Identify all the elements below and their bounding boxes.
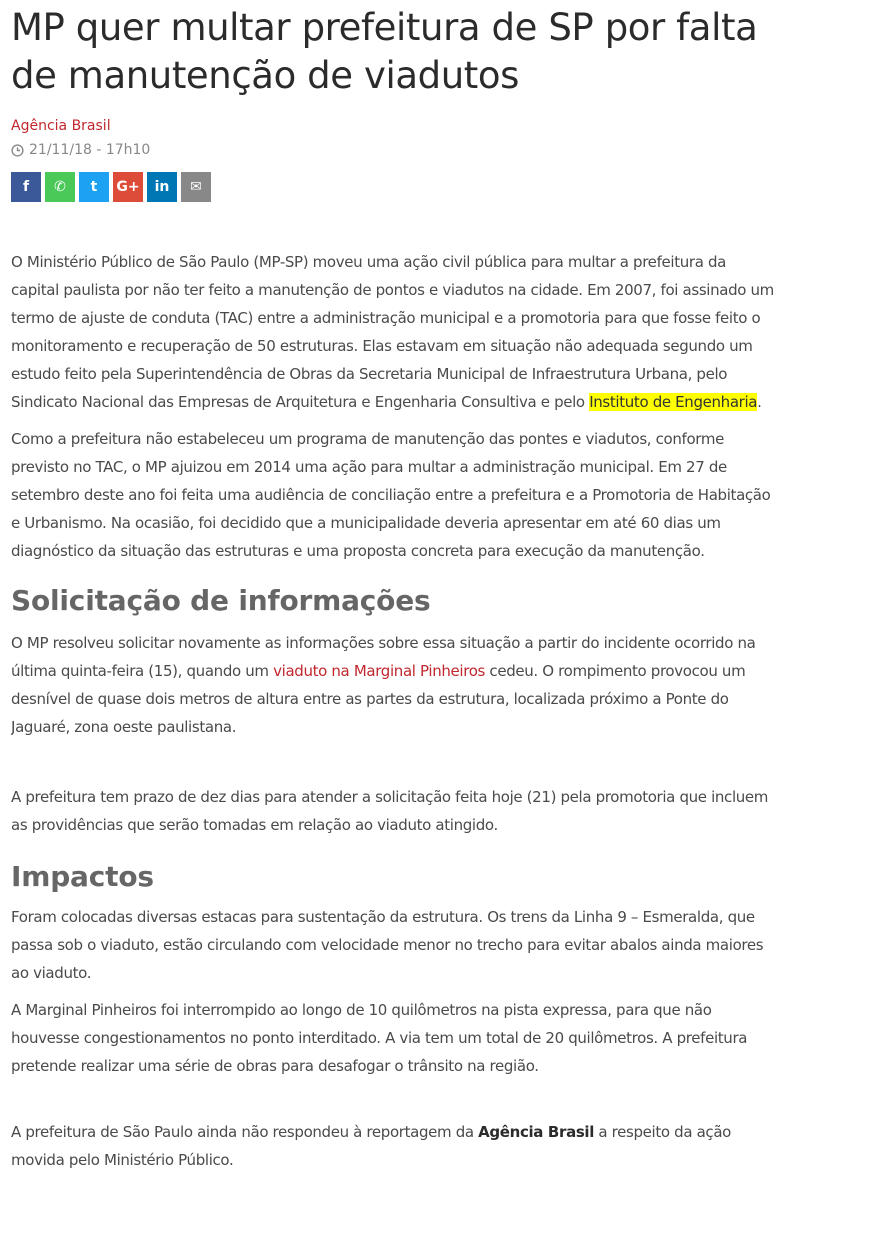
text-line: desnível de quase dois metros de altura entre as partes da estrutura, localizada próximo a Ponte do bbox=[11, 690, 729, 708]
highlighted-text: Instituto de Engenharia bbox=[589, 393, 758, 411]
facebook-share-button[interactable] bbox=[11, 172, 41, 202]
text-segment: a respeito da ação bbox=[594, 1123, 731, 1141]
text-line: termo de ajuste de conduta (TAC) entre a administração municipal e a promotoria para que fosse feito o bbox=[11, 309, 761, 327]
text-line: ao viaduto. bbox=[11, 964, 92, 982]
text-segment: . bbox=[757, 393, 762, 411]
google-plus-icon: G+ bbox=[116, 179, 140, 195]
text-segment: Sindicato Nacional das Empresas de Arquitetura e Engenharia Consultiva e pelo bbox=[11, 393, 590, 411]
paragraph-3 bbox=[11, 629, 882, 741]
headline-line-1: MP quer multar prefeitura de SP por falta bbox=[11, 6, 758, 49]
text-segment: última quinta-feira (15), quando um bbox=[11, 662, 274, 680]
clock-icon bbox=[11, 144, 24, 157]
text-line: O MP resolveu solicitar novamente as informações sobre essa situação a partir do incidente ocorrido na bbox=[11, 634, 756, 652]
text-line: passa sob o viaduto, estão circulando com velocidade menor no trecho para evitar abalos ainda maiores bbox=[11, 936, 764, 954]
text-line: diagnóstico da situação das estruturas e uma proposta concreta para execução da manutenção. bbox=[11, 542, 705, 560]
text-line: e Urbanismo. Na ocasião, foi decidido que a municipalidade deveria apresentar em até 60 dias um bbox=[11, 514, 721, 532]
article bbox=[11, 0, 882, 1183]
whatsapp-icon: ✆ bbox=[54, 179, 66, 195]
paragraph-6 bbox=[11, 996, 882, 1080]
text-line bbox=[11, 388, 882, 416]
article-date bbox=[11, 140, 882, 160]
text-line: estudo feito pela Superintendência de Obras da Secretaria Municipal de Infraestrutura Urbana, pelo bbox=[11, 365, 728, 383]
text-line bbox=[11, 1118, 882, 1146]
article-source[interactable]: Agência Brasil bbox=[11, 118, 111, 134]
text-segment: cedeu. O rompimento provocou um bbox=[485, 662, 746, 680]
whatsapp-share-button[interactable] bbox=[45, 172, 75, 202]
text-line: Como a prefeitura não estabeleceu um programa de manutenção das pontes e viadutos, conforme bbox=[11, 430, 724, 448]
text-line: setembro deste ano foi feita uma audiência de conciliação entre a prefeitura e a Promotoria de Habitação bbox=[11, 486, 771, 504]
email-icon: ✉ bbox=[190, 179, 202, 195]
email-share-button[interactable] bbox=[181, 172, 211, 202]
text-line: A prefeitura tem prazo de dez dias para atender a solicitação feita hoje (21) pela promotoria que incluem bbox=[11, 788, 769, 806]
text-line: monitoramento e recuperação de 50 estruturas. Elas estavam em situação não adequada segundo um bbox=[11, 337, 753, 355]
paragraph-2 bbox=[11, 425, 882, 565]
share-bar bbox=[11, 172, 882, 202]
text-line: Jaguaré, zona oeste paulistana. bbox=[11, 718, 237, 736]
linkedin-share-button[interactable] bbox=[147, 172, 177, 202]
viaduct-link[interactable]: viaduto na Marginal Pinheiros bbox=[273, 662, 486, 680]
paragraph-1 bbox=[11, 248, 882, 416]
paragraph-5 bbox=[11, 903, 882, 987]
paragraph-4 bbox=[11, 783, 882, 839]
section-heading-impactos: Impactos bbox=[11, 860, 154, 893]
text-line: as providências que serão tomadas em relação ao viaduto atingido. bbox=[11, 816, 498, 834]
date-text: 21/11/18 - 17h10 bbox=[29, 142, 151, 158]
section-heading-info: Solicitação de informações bbox=[11, 584, 431, 617]
text-line: previsto no TAC, o MP ajuizou em 2014 uma ação para multar a administração municipal. Em 27 de bbox=[11, 458, 727, 476]
text-line: O Ministério Público de São Paulo (MP-SP) moveu uma ação civil pública para multar a prefeitura da bbox=[11, 253, 726, 271]
text-line: pretende realizar uma série de obras para desafogar o trânsito na região. bbox=[11, 1057, 539, 1075]
twitter-icon: t bbox=[90, 179, 98, 195]
text-line: movida pelo Ministério Público. bbox=[11, 1151, 234, 1169]
paragraph-7 bbox=[11, 1118, 882, 1174]
bold-source-name: Agência Brasil bbox=[478, 1123, 594, 1141]
headline bbox=[11, 0, 882, 100]
google-plus-share-button[interactable] bbox=[113, 172, 143, 202]
linkedin-icon: in bbox=[154, 179, 170, 195]
facebook-icon: f bbox=[22, 179, 30, 195]
text-line: capital paulista por não ter feito a manutenção de pontos e viadutos na cidade. Em 2007, foi assinado um bbox=[11, 281, 774, 299]
text-line bbox=[11, 657, 882, 685]
text-line: Foram colocadas diversas estacas para sustentação da estrutura. Os trens da Linha 9 – Esmeralda, que bbox=[11, 908, 755, 926]
twitter-share-button[interactable] bbox=[79, 172, 109, 202]
text-line: houvesse congestionamentos no ponto interditado. A via tem um total de 20 quilômetros. A prefeitura bbox=[11, 1029, 748, 1047]
text-line: A Marginal Pinheiros foi interrompido ao longo de 10 quilômetros na pista expressa, para que não bbox=[11, 1001, 712, 1019]
headline-line-2: de manutenção de viadutos bbox=[11, 54, 519, 97]
article-body bbox=[11, 248, 882, 1174]
text-segment: A prefeitura de São Paulo ainda não respondeu à reportagem da bbox=[11, 1123, 479, 1141]
